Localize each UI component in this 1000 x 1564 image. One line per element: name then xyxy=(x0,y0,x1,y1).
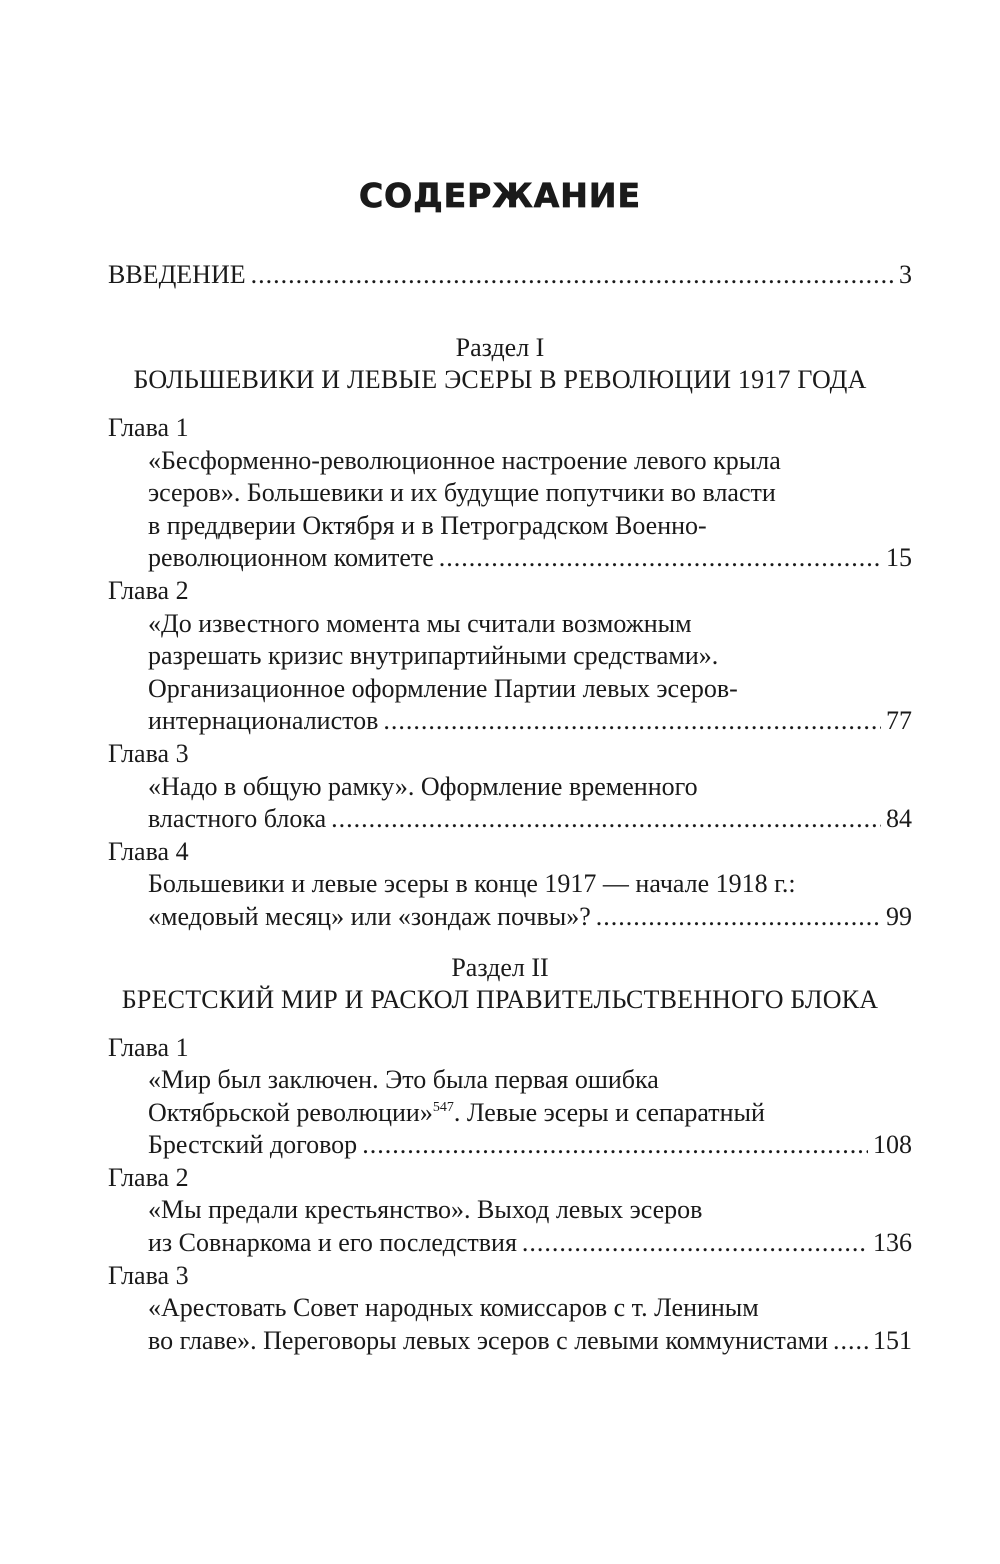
toc-entry-chapter[interactable] xyxy=(108,1260,912,1358)
chapter-label: Глава 3 xyxy=(108,1260,189,1290)
chapter-label: Глава 3 xyxy=(108,738,189,768)
page-number: 84 xyxy=(886,804,912,834)
chapter-title-last-line xyxy=(108,1325,912,1358)
leader-dots xyxy=(362,1129,868,1162)
footnote-ref[interactable]: 547 xyxy=(432,1099,454,1115)
chapter-title-last-line xyxy=(108,1227,912,1260)
toc-entry-chapter[interactable] xyxy=(108,836,912,934)
section-1 xyxy=(108,332,912,934)
chapter-title-line: в преддверии Октября и в Петроградском Военно- xyxy=(148,510,707,540)
chapter-title-text: из Совнаркома и его последствия xyxy=(148,1228,517,1258)
chapter-title-line: Организационное оформление Партии левых эсеров- xyxy=(148,673,738,703)
chapter-list xyxy=(108,1032,912,1358)
chapter-title-line: «До известного момента мы считали возможным xyxy=(148,608,692,638)
page-number: 15 xyxy=(886,543,912,573)
chapter-title-text: Брестский договор xyxy=(148,1130,358,1160)
leader-dots xyxy=(833,1325,868,1358)
chapter-title-line: «Арестовать Совет народных комиссаров с т. Лениным xyxy=(148,1293,759,1323)
chapter-title-text: . Левые эсеры и сепаратный xyxy=(453,1097,765,1127)
chapter-title-line: эсеров». Большевики и их будущие попутчики во власти xyxy=(148,478,776,508)
chapter-title-line: разрешать кризис внутрипартийными средствами». xyxy=(148,641,719,671)
chapter-label: Глава 2 xyxy=(108,575,189,605)
toc-entry-chapter[interactable] xyxy=(108,1032,912,1162)
section-number: Раздел I xyxy=(455,333,545,362)
page-number: 77 xyxy=(886,706,912,736)
leader-dots xyxy=(522,1227,868,1260)
chapter-title-line xyxy=(108,1097,912,1130)
chapter-title-line: «Мир был заключен. Это была первая ошибка xyxy=(148,1065,659,1095)
chapter-title-text: революционном комитете xyxy=(148,543,434,573)
intro-label: ВВЕДЕНИЕ xyxy=(108,260,246,289)
section-title: БОЛЬШЕВИКИ И ЛЕВЫЕ ЭСЕРЫ В РЕВОЛЮЦИИ 1917 ГОДА xyxy=(133,365,867,394)
toc-entry-chapter[interactable] xyxy=(108,738,912,836)
leader-dots xyxy=(331,803,881,836)
chapter-title-last-line xyxy=(108,1129,912,1162)
toc-entry-chapter[interactable] xyxy=(108,1162,912,1260)
toc-entry-chapter[interactable] xyxy=(108,575,912,738)
chapter-title-last-line xyxy=(108,803,912,836)
toc-entry-chapter[interactable] xyxy=(108,412,912,575)
page-number: 99 xyxy=(886,901,912,931)
chapter-label: Глава 4 xyxy=(108,836,189,866)
chapter-label: Глава 2 xyxy=(108,1162,189,1192)
chapter-title-text: во главе». Переговоры левых эсеров с левыми коммунистами xyxy=(148,1325,828,1355)
chapter-title-last-line xyxy=(108,705,912,738)
chapter-title-text: властного блока xyxy=(148,804,327,834)
section-number: Раздел II xyxy=(451,952,549,982)
chapter-title-text: интернационалистов xyxy=(148,706,379,736)
chapter-title-last-line xyxy=(108,901,912,934)
toc-entry-intro[interactable] xyxy=(108,255,912,295)
toc-content xyxy=(108,255,912,1357)
chapter-title-line: «Бесформенно-революционное настроение левого крыла xyxy=(148,445,781,475)
section-title: БРЕСТСКИЙ МИР И РАСКОЛ ПРАВИТЕЛЬСТВЕННОГО БЛОКА xyxy=(121,984,879,1014)
page-number: 108 xyxy=(873,1130,912,1160)
chapter-list xyxy=(108,412,912,934)
chapter-title-line: «Надо в общую рамку». Оформление временного xyxy=(148,771,698,801)
chapter-label: Глава 1 xyxy=(108,413,189,442)
toc-title: СОДЕРЖАНИЕ xyxy=(358,176,642,215)
leader-dots xyxy=(251,255,894,295)
chapter-title-line: Большевики и левые эсеры в конце 1917 — начале 1918 г.: xyxy=(148,869,796,899)
leader-dots xyxy=(596,901,881,934)
chapter-label: Глава 1 xyxy=(108,1032,189,1062)
chapter-title-text: «медовый месяц» или «зондаж почвы»? xyxy=(148,901,591,931)
section-2 xyxy=(108,952,912,1358)
chapter-title-text: Октябрьской революции» xyxy=(148,1097,433,1127)
chapter-title-line: «Мы предали крестьянство». Выход левых эсеров xyxy=(148,1195,703,1225)
page-number: 3 xyxy=(899,260,912,289)
page-number: 136 xyxy=(873,1228,912,1258)
leader-dots xyxy=(383,705,881,738)
chapter-title-last-line xyxy=(108,542,912,575)
leader-dots xyxy=(439,542,881,575)
page-number: 151 xyxy=(873,1325,912,1355)
